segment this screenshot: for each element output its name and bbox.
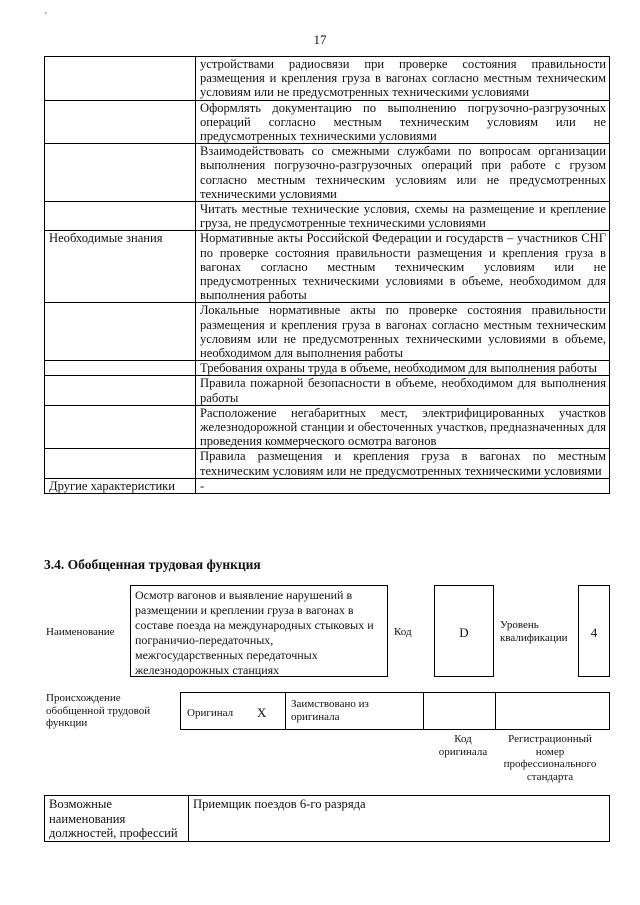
name-label: Наименование [46,626,115,638]
section-heading: 3.4. Обобщенная трудовая функция [44,557,261,572]
origin-divider [423,693,424,729]
origin-label: Происхождение обобщенной трудовой функции [46,692,151,729]
table-row [45,57,610,101]
row-label [45,361,196,376]
corner-mark: ` [44,12,48,23]
skills-knowledge-table [44,56,610,494]
row-text: Правила пожарной безопасности в объеме, необходимом для выполнения работы [196,376,610,405]
original-label: Оригинал [187,707,234,719]
row-label [45,202,196,231]
table-row [45,376,610,405]
borrowed-label: Заимствовано из оригинала [291,698,369,723]
row-label [45,449,196,478]
row-text: - [196,478,610,493]
code-original-caption: Код оригинала [438,733,488,758]
code-label: Код [394,626,412,638]
row-text: Взаимодействовать со смежными службами по вопросам организации выполнения погрузочно-разгрузочных операций при работе с грузом согласно местным техническим условиям или не предусмотренных техническими условиями [196,144,610,202]
reg-number-caption: Регистрационный номер профессионального стандарта [503,733,597,783]
origin-divider [285,693,286,729]
page-number: 17 [313,32,327,47]
row-text: Читать местные технические условия, схемы на размещение и крепление груза, не предусмотренные техническими условиями [196,202,610,231]
level-value: 4 [590,625,598,640]
row-text: Нормативные акты Российской Федерации и государств – участников СНГ по проверке состояния правильности размещения и крепления груза в вагонах согласно местным техническим условиям или не предусмотренных техническими условиями в объеме, необходимом для выполнения работы [196,231,610,303]
name-value-box [130,585,388,677]
row-label: Необходимые знания [45,231,196,303]
origin-table [180,692,610,730]
row-label [45,57,196,101]
table-row [45,361,610,376]
row-label [45,376,196,405]
row-label [45,303,196,361]
level-box [578,585,610,677]
level-label: Уровень квалификации [500,619,568,644]
row-text: Локальные нормативные акты по проверке состояния правильности размещения и крепления груза в вагонах согласно местным техническим условиям или не предусмотренных техническими условиями в объеме, необходимом для выполнения работы [196,303,610,361]
table-row [45,144,610,202]
positions-value: Приемщик поездов 6-го разряда [189,796,610,842]
table-row [45,303,610,361]
row-label [45,100,196,144]
row-text: Требования охраны труда в объеме, необходимом для выполнения работы [196,361,610,376]
table-row [45,405,610,449]
table-row [45,100,610,144]
code-box [434,585,494,677]
row-label [45,405,196,449]
table-row [45,202,610,231]
code-value: D [459,625,469,640]
name-value: Осмотр вагонов и выявление нарушений в размещении и креплении груза в вагонах в составе поезда на международных стыковых и пограничио-передаточных, межгосударственных передаточных железнодорожных станциях [135,588,374,677]
original-mark: X [257,705,267,720]
table-row [45,449,610,478]
positions-table [44,795,610,842]
row-label [45,144,196,202]
row-text: Оформлять документацию по выполнению погрузочно-разгрузочных операций согласно местным техническим условиям или не предусмотренных техническими условиями [196,100,610,144]
row-text: устройствами радиосвязи при проверке состояния правильности размещения и крепления груза в вагонах согласно местным техническим условиям или не предусмотренных техническими условиями [196,57,610,101]
origin-divider [495,693,496,729]
row-text: Расположение негабаритных мест, электрифицированных участков железнодорожной станции и обесточенных участков, предназначенных для проведения коммерческого осмотра вагонов [196,405,610,449]
table-row [45,231,610,303]
row-label: Другие характеристики [45,478,196,493]
row-text: Правила размещения и крепления груза в вагонах по местным техническим условиям или не предусмотренных техническими условиями [196,449,610,478]
positions-label: Возможные наименования должностей, профессий [45,796,189,842]
table-row [45,478,610,493]
